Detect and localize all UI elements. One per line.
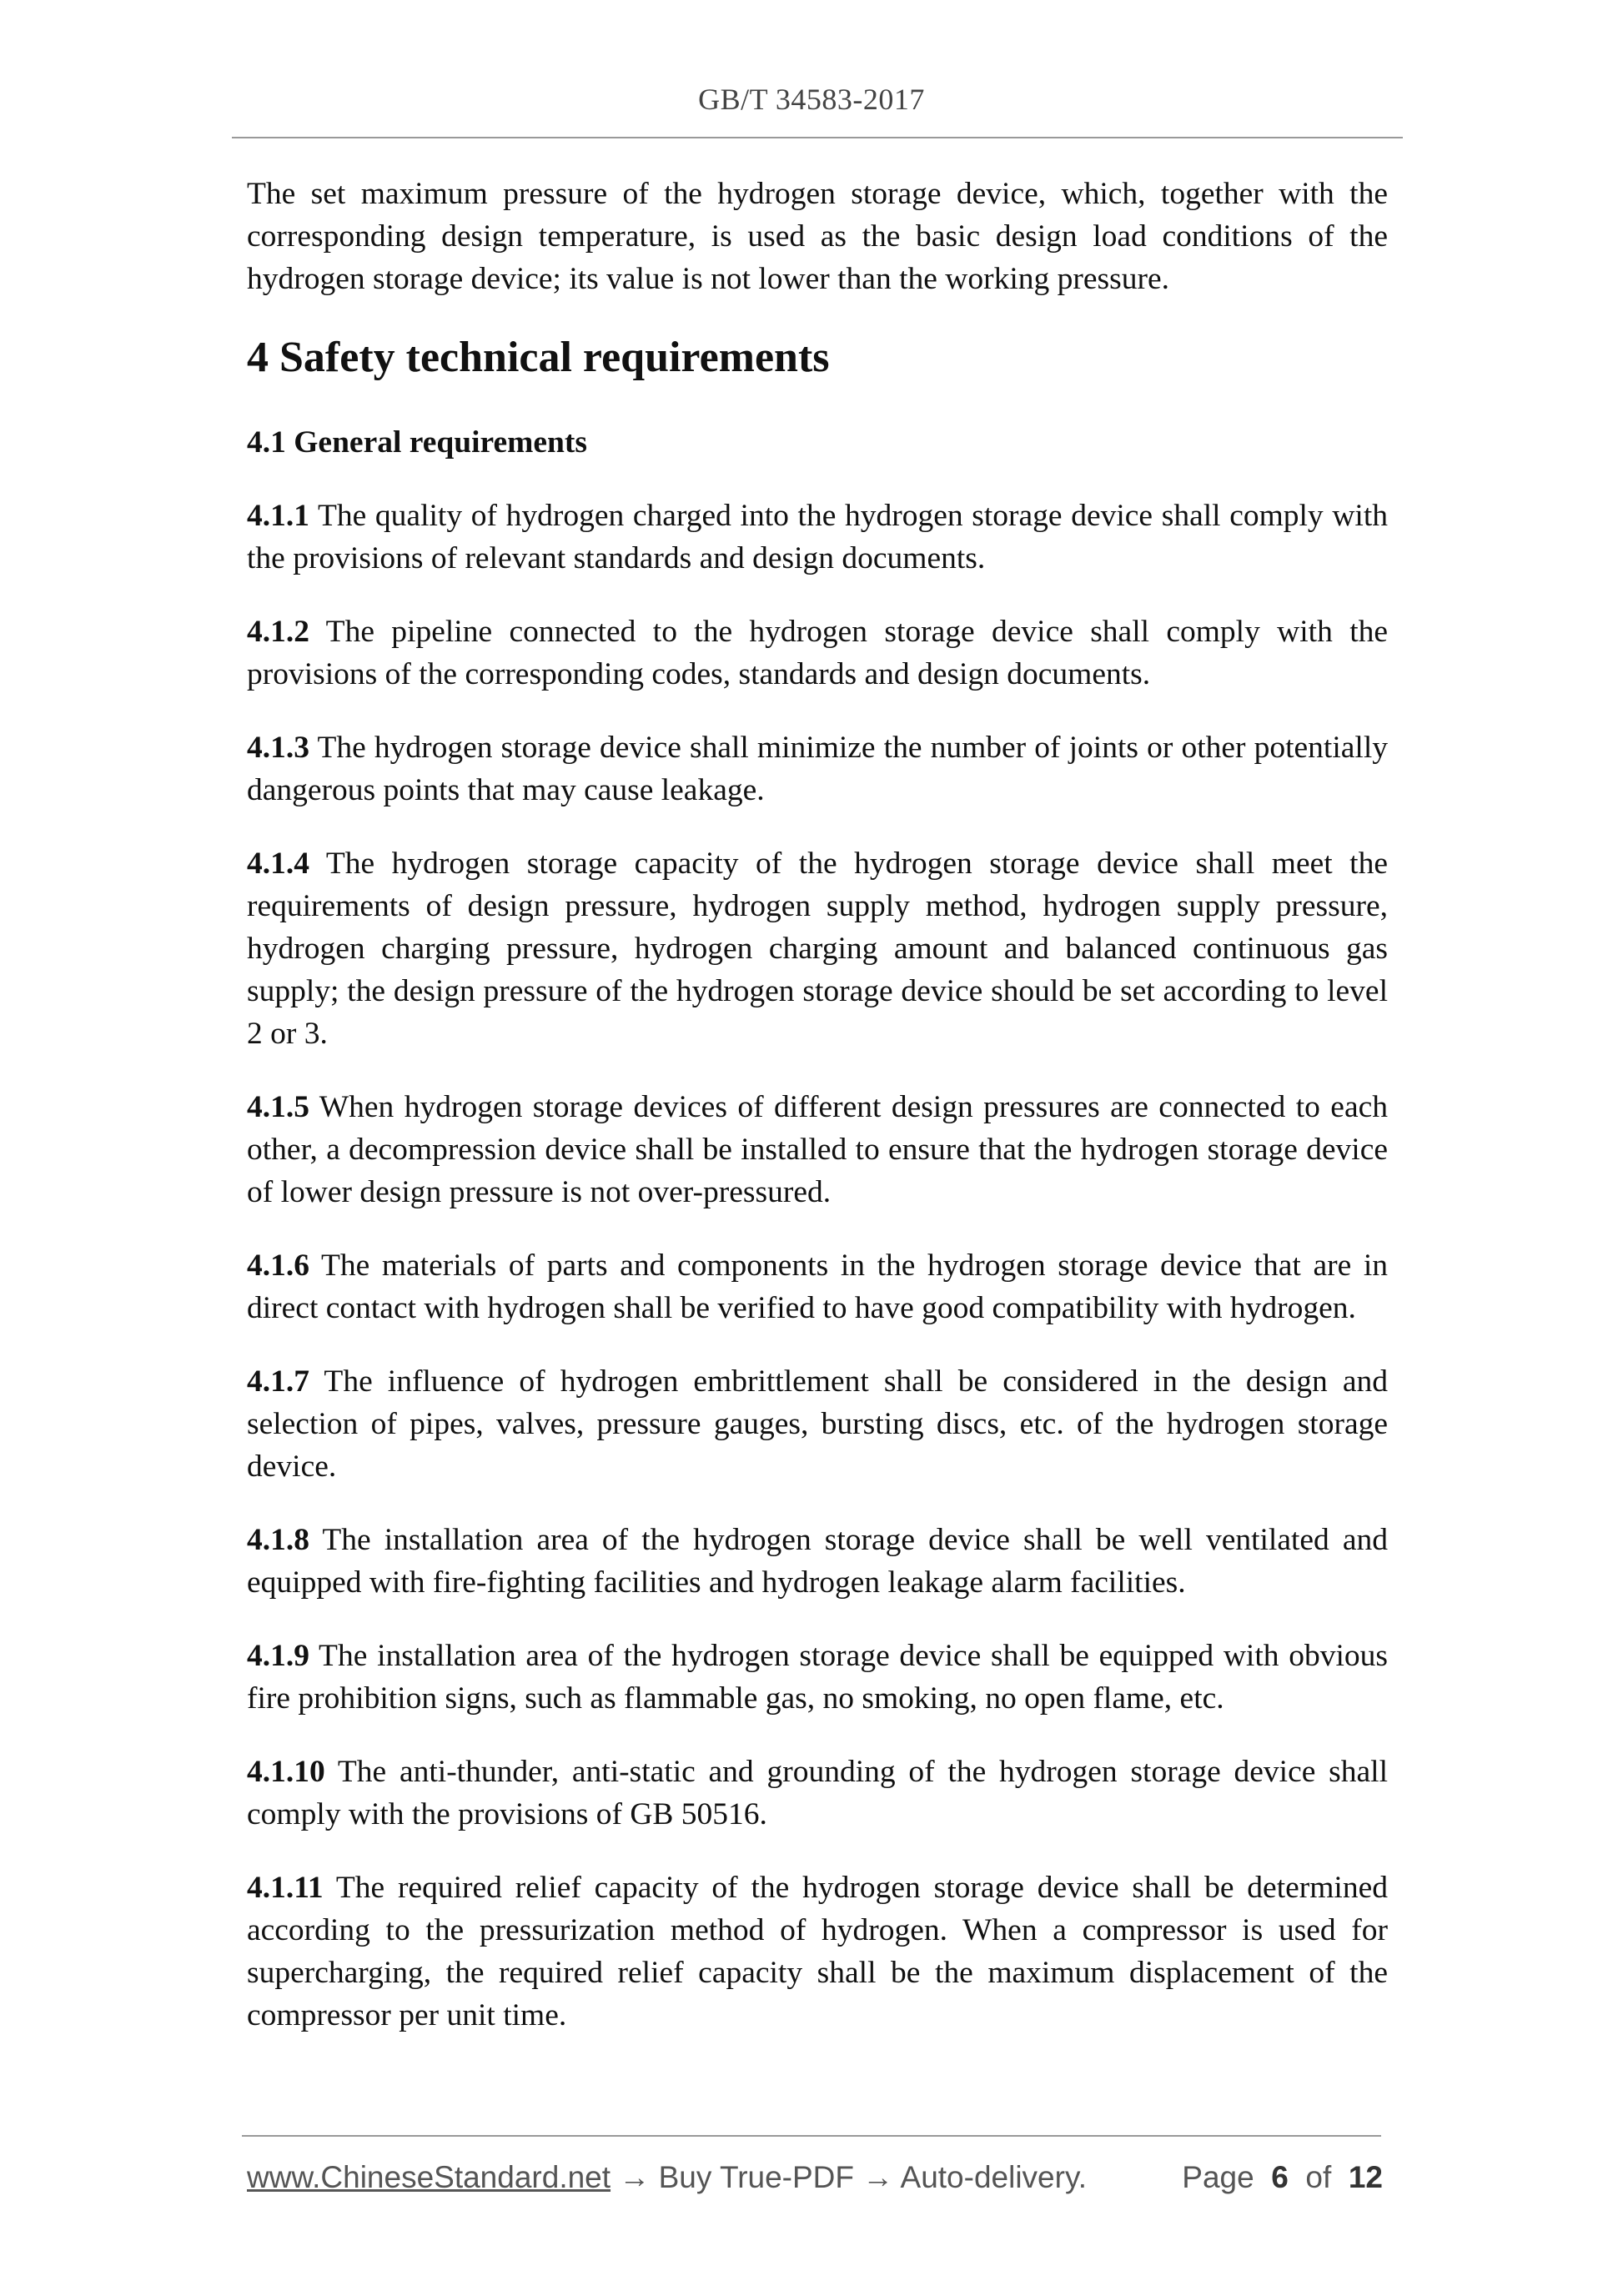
clause-text: The hydrogen storage capacity of the hydrogen storage device shall meet the requirements of design pressure, hydrogen supply method, hydrogen supply pressure, hydrogen charging pressure, hydrogen charging amount and balanced continuous gas supply; the design pressure of the hydrogen storage device should be set according to level 2 or 3. [247,847,1388,1051]
clause-number: 4.1.1 [247,499,309,533]
clause-number: 4.1.3 [247,731,309,765]
clause-paragraph [247,1866,1388,2037]
page-total: 12 [1348,2160,1383,2194]
clause-number: 4.1.11 [247,1871,324,1905]
clause-paragraph [247,1519,1388,1604]
clause-text: The influence of hydrogen embrittlement shall be considered in the design and selection of pipes, valves, pressure gauges, bursting discs, etc. of the hydrogen storage device. [247,1364,1388,1484]
clause-number: 4.1.10 [247,1755,325,1789]
clause-number: 4.1.7 [247,1364,309,1399]
page-indicator [1182,2160,1383,2195]
clause-paragraph [247,1086,1388,1213]
section-title: 4 Safety technical requirements [247,334,830,381]
clause-number: 4.1.5 [247,1090,309,1124]
clause-paragraph [247,1751,1388,1836]
clause-paragraph [247,1635,1388,1720]
clause-paragraph [247,1244,1388,1329]
promo-text: → Buy True-PDF → Auto-delivery. [611,2160,1087,2194]
clause-paragraph [247,495,1388,580]
clause-number: 4.1.9 [247,1639,309,1673]
clause-text: The installation area of the hydrogen storage device shall be well ventilated and equipped with fire-fighting facilities and hydrogen leakage alarm facilities. [247,1523,1388,1600]
clause-text: The materials of parts and components in the hydrogen storage device that are in direct contact with hydrogen shall be verified to have good compatibility with hydrogen. [247,1248,1388,1325]
standard-number-header: GB/T 34583-2017 [698,83,925,116]
subsection-title: 4.1 General requirements [247,425,587,460]
clause-paragraph [247,610,1388,696]
clause-number: 4.1.8 [247,1523,309,1557]
clause-paragraph [247,1360,1388,1488]
footer-divider [242,2135,1381,2137]
page-of: of [1305,2160,1332,2194]
clause-text: The quality of hydrogen charged into the hydrogen storage device shall comply with the provisions of relevant standards and design documents. [247,499,1388,575]
clause-text: The required relief capacity of the hydrogen storage device shall be determined according to the pressurization method of hydrogen. When a compressor is used for supercharging, the required relief capacity shall be the maximum displacement of the compressor per unit time. [247,1871,1388,2032]
clause-text: The hydrogen storage device shall minimize the number of joints or other potentially dangerous points that may cause leakage. [247,731,1389,807]
clause-text: When hydrogen storage devices of different design pressures are connected to each other, a decompression device shall be installed to ensure that the hydrogen storage device of lower design pressure is not over-pressured. [247,1090,1388,1209]
clause-text: The anti-thunder, anti-static and grounding of the hydrogen storage device shall comply with the provisions of GB 50516. [247,1755,1388,1831]
clause-number: 4.1.4 [247,847,309,881]
clause-paragraph [247,726,1388,811]
header-divider [232,137,1403,138]
page-current: 6 [1271,2160,1289,2194]
clause-number: 4.1.6 [247,1248,309,1283]
clause-text: The pipeline connected to the hydrogen storage device shall comply with the provisions of the corresponding codes, standards and design documents. [247,615,1389,691]
clause-text: The installation area of the hydrogen storage device shall be equipped with obvious fire prohibition signs, such as flammable gas, no smoking, no open flame, etc. [247,1639,1388,1716]
document-body [247,173,1388,2067]
intro-paragraph: The set maximum pressure of the hydrogen storage device, which, together with the corresponding design temperature, is used as the basic design load conditions of the hydrogen storage device; its value is not lower than the working pressure. [247,177,1388,296]
footer-promo [247,2160,1087,2195]
page-label: Page [1182,2160,1254,2194]
clause-paragraph [247,842,1388,1055]
page-footer [247,2160,1383,2195]
site-link[interactable]: www.ChineseStandard.net [247,2160,611,2194]
clause-number: 4.1.2 [247,615,309,649]
